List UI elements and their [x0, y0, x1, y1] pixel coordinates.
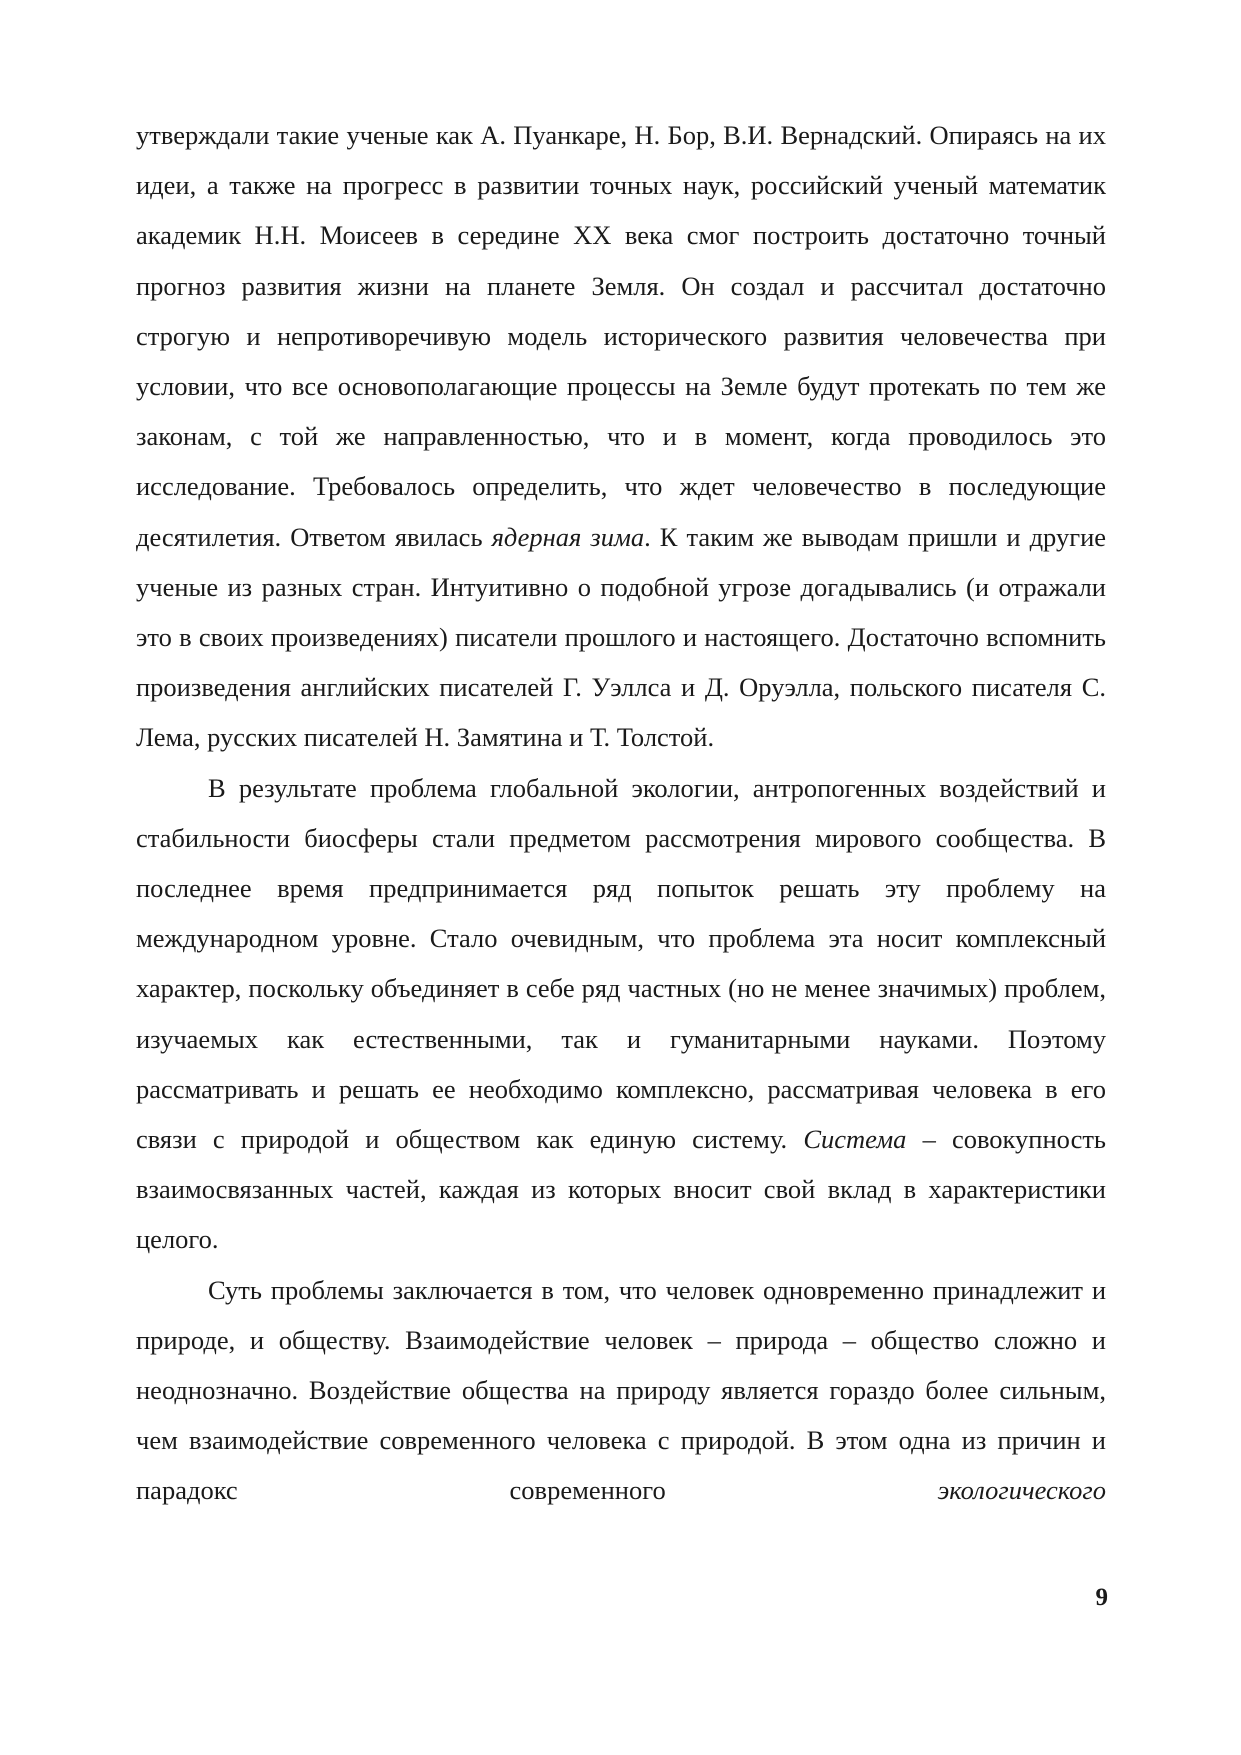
paragraph-1-text-a: утверждали такие ученые как А. Пуанкаре, Н. Бор, В.И. Вернадский. Опираясь на их идеи, а также на прогресс в развитии точных наук, российский ученый математик академик Н.Н. Моисеев в середине XX века смог построить достаточно точный прогноз развития жизни на планете Земля. Он создал и рассчитал достаточно строгую и непротиворечивую модель исторического развития человечества при условии, что все основополагающие процессы на Земле будут протекать по тем же законам, с той же направленностью, что и в момент, когда проводилось это исследование. Требовалось определить, что ждет человечество в последующие десятилетия. Ответом явилась — [136, 120, 1106, 552]
paragraph-2 — [136, 763, 1106, 1265]
paragraph-3 — [136, 1265, 1106, 1516]
paragraph-2-emphasis: Система — [803, 1124, 907, 1155]
paragraph-2-text-b: – совокупность взаимосвязанных частей, каждая из которых вносит свой вклад в характеристики целого. — [136, 1124, 1107, 1255]
paragraph-3-emphasis: экологического — [937, 1475, 1106, 1506]
paragraph-1 — [136, 110, 1106, 763]
paragraph-2-text-a: В результате проблема глобальной экологии, антропогенных воздействий и стабильности биосферы стали предметом рассмотрения мирового сообщества. В последнее время предпринимается ряд попыток решать эту проблему на международном уровне. Стало очевидным, что проблема эта носит комплексный характер, поскольку объединяет в себе ряд частных (но не менее значимых) проблем, изучаемых как естественными, так и гуманитарными науками. Поэтому рассматривать и решать ее необходимо комплексно, рассматривая человека в его связи с природой и обществом как единую систему. — [136, 772, 1106, 1155]
paragraph-1-text-b: . К таким же выводам пришли и другие ученые из разных стран. Интуитивно о подобной угрозе догадывались (и отражали это в своих произведениях) писатели прошлого и настоящего. Достаточно вспомнить произведения английских писателей Г. Уэллса и Д. Оруэлла, польского писателя С. Лема, русских писателей Н. Замятина и Т. Толстой. — [136, 521, 1107, 753]
page-number: 9 — [1095, 1584, 1108, 1611]
document-body — [136, 110, 1106, 1516]
paragraph-1-emphasis: ядерная зима — [491, 521, 645, 552]
paragraph-3-text-a: Суть проблемы заключается в том, что человек одновременно принадлежит и природе, и обществу. Взаимодействие человек – природа – общество сложно и неоднозначно. Воздействие общества на природу является гораздо более сильным, чем взаимодействие современного человека с природой. В этом одна из причин и парадокс современного — [136, 1274, 1106, 1506]
